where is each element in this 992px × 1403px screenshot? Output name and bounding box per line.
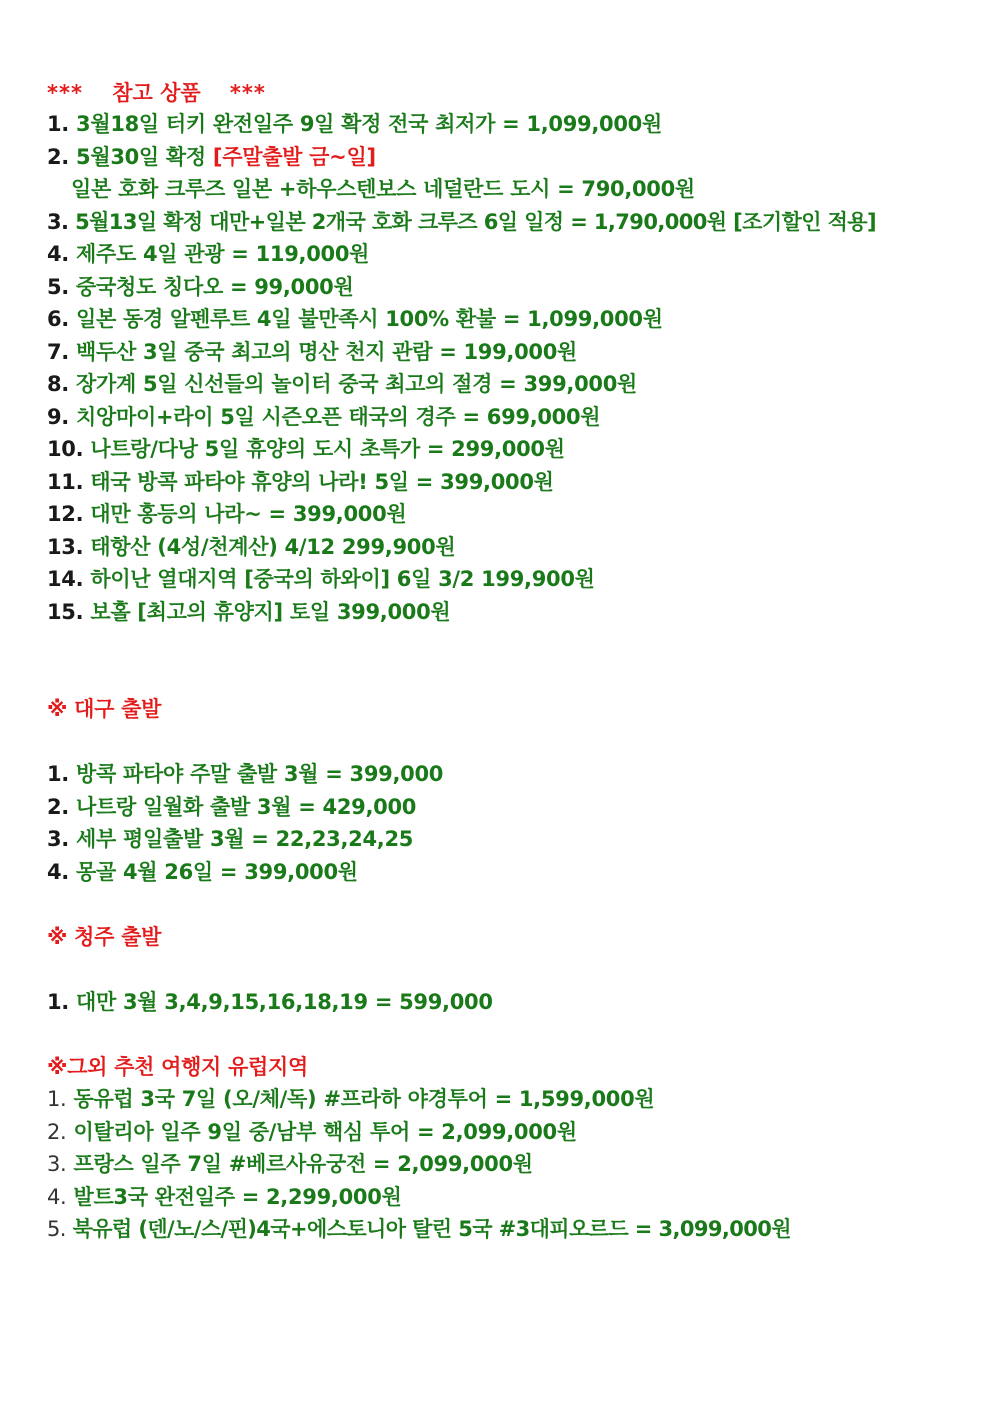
list-item: 2. 5월30일 확정 [주말출발 금~일]	[47, 144, 376, 169]
list-item: 9. 치앙마이+라이 5일 시즌오픈 태국의 경주 = 699,000원	[47, 404, 601, 429]
document-page	[47, 78, 967, 1246]
weekend-departure-highlight: [주말출발 금~일]	[212, 144, 376, 169]
cheongju-section-title: ※ 청주 출발	[47, 924, 162, 949]
list-item: 2. 이탈리아 일주 9일 중/남부 핵심 투어 = 2,099,000원	[47, 1119, 577, 1144]
list-item: 15. 보홀 [최고의 휴양지] 토일 399,000원	[47, 599, 451, 624]
list-item: 2. 나트랑 일월화 출발 3월 = 429,000	[47, 794, 417, 819]
list-item: 3. 세부 평일출발 3월 = 22,23,24,25	[47, 827, 414, 851]
list-item: 6. 일본 동경 알펜루트 4일 불만족시 100% 환불 = 1,099,000원	[47, 307, 663, 331]
reference-title: 참고 상품	[112, 81, 201, 105]
list-item-continuation: 일본 호화 크루즈 일본 +하우스텐보스 네덜란드 도시 = 790,000원	[71, 177, 695, 201]
list-item: 4. 제주도 4일 관광 = 119,000원	[47, 242, 370, 266]
list-item: 3. 5월13일 확정 대만+일본 2개국 호화 크루즈 6일 일정 = 1,790,000원 [조기할인 적용]	[47, 209, 876, 234]
list-item: 5. 중국청도 칭다오 = 99,000원	[47, 274, 354, 299]
list-item: 4. 몽골 4월 26일 = 399,000원	[47, 859, 358, 884]
list-item: 1. 대만 3월 3,4,9,15,16,18,19 = 599,000	[47, 989, 493, 1014]
header-stars-right: ***	[229, 81, 266, 105]
header-stars-left: ***	[47, 81, 83, 105]
list-item: 1. 방콕 파타야 주말 출발 3월 = 399,000	[47, 762, 444, 786]
list-item: 7. 백두산 3일 중국 최고의 명산 천지 관람 = 199,000원	[47, 339, 578, 364]
list-item: 12. 대만 홍등의 나라~ = 399,000원	[47, 502, 407, 526]
list-item: 1. 동유럽 3국 7일 (오/체/독) #프라하 야경투어 = 1,599,000원	[47, 1087, 655, 1111]
list-item: 1. 3월18일 터키 완전일주 9일 확정 전국 최저가 = 1,099,000원	[47, 112, 662, 136]
list-item: 4. 발트3국 완전일주 = 2,299,000원	[47, 1184, 402, 1209]
list-item: 11. 태국 방콕 파타야 휴양의 나라! 5일 = 399,000원	[47, 469, 554, 494]
daegu-section-title: ※ 대구 출발	[47, 697, 162, 721]
reference-header	[47, 78, 967, 108]
europe-section-title: ※그외 추천 여행지 유럽지역	[47, 1054, 308, 1079]
list-item: 10. 나트랑/다낭 5일 휴양의 도시 초특가 = 299,000원	[47, 437, 565, 461]
list-item: 14. 하이난 열대지역 [중국의 하와이] 6일 3/2 199,900원	[47, 567, 595, 591]
list-item: 8. 장가계 5일 신선들의 놀이터 중국 최고의 절경 = 399,000원	[47, 372, 637, 396]
europe-list	[47, 1083, 967, 1246]
list-item: 13. 태항산 (4성/천계산) 4/12 299,900원	[47, 534, 456, 559]
list-item: 3. 프랑스 일주 7일 #베르사유궁전 = 2,099,000원	[47, 1152, 533, 1176]
list-item: 5. 북유럽 (덴/노/스/핀)4국+에스토니아 탈린 5국 #3대피오르드 = 3,099,000원	[47, 1217, 791, 1241]
